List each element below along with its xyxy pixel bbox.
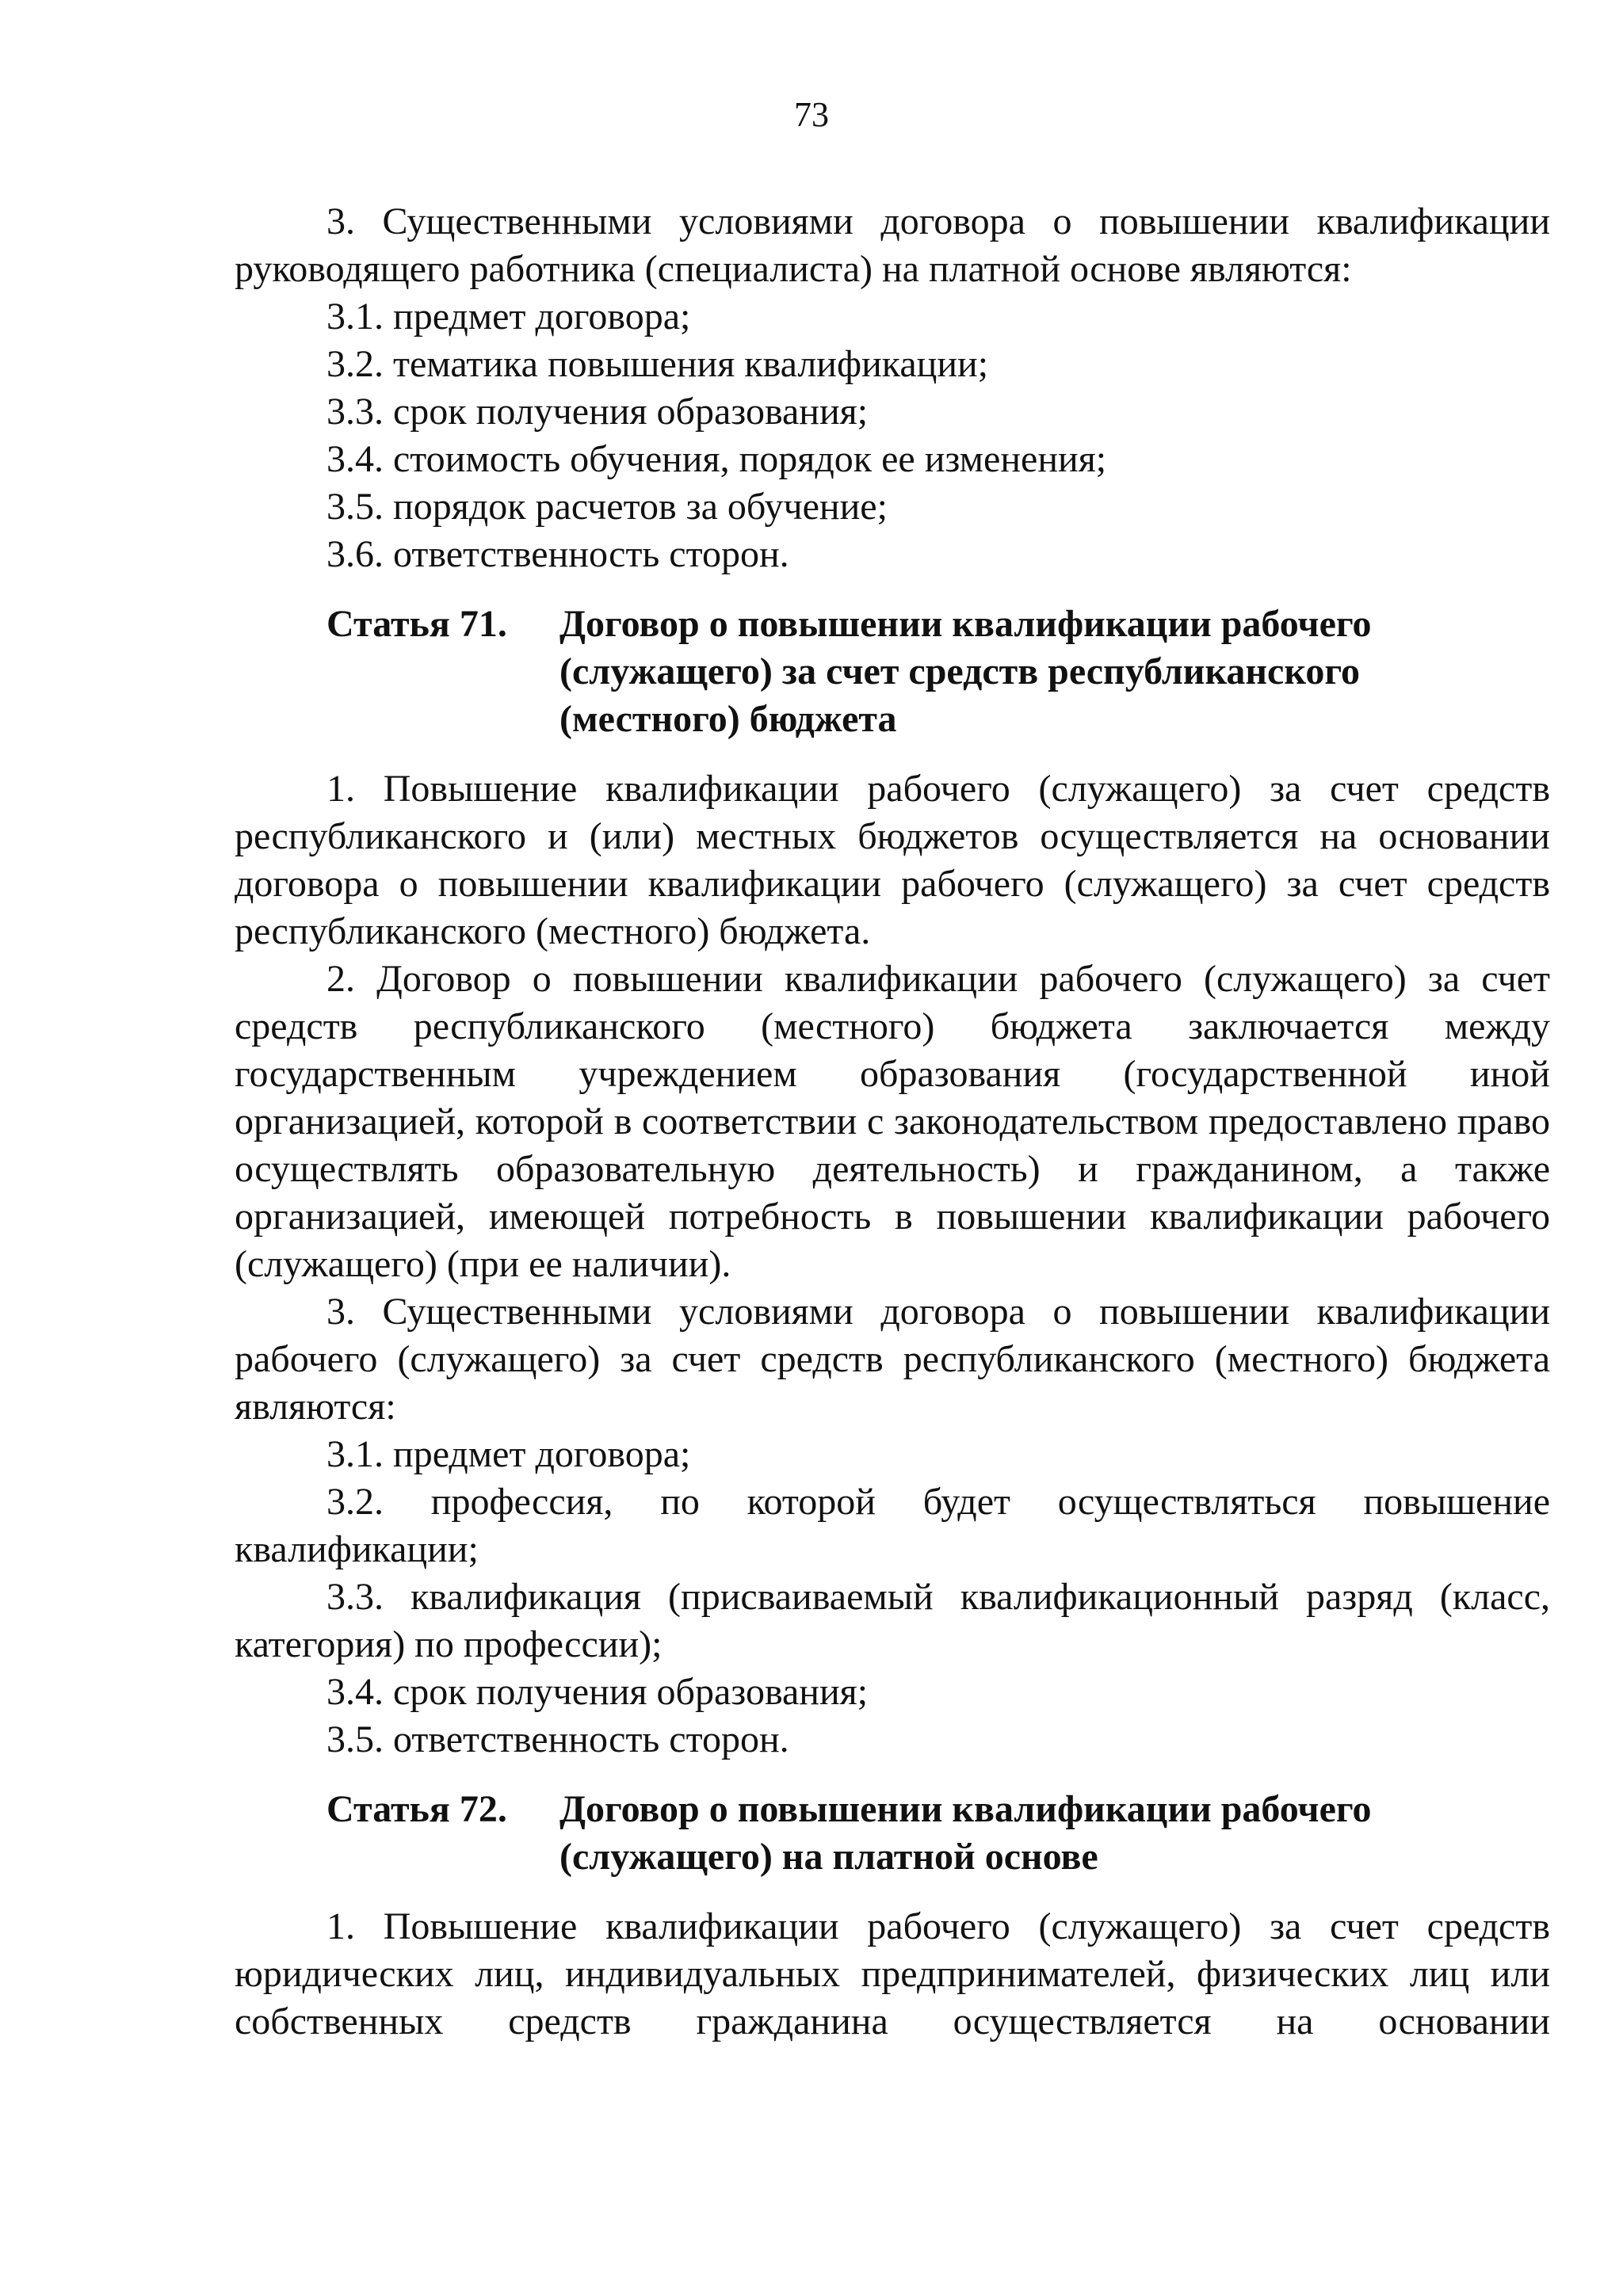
document-body [235, 198, 1550, 2046]
article-number: Статья 72. [327, 1788, 507, 1830]
list-item-3-1: 3.1. предмет договора; [327, 296, 691, 338]
list-item-3-2: 3.2. тематика повышения квалификации; [327, 343, 989, 385]
article-number: Статья 71. [327, 603, 507, 645]
paragraph-71-1: 1. Повышение квалификации рабочего (служащего) за счет средств республиканского и (или) местных бюджетов осуществляется на основании договора о повышении квалификации рабочего (служащего) за счет средств республиканского (местного) бюджета. [235, 768, 1550, 952]
list-item-3-6: 3.6. ответственность сторон. [327, 533, 789, 575]
list-item-71-3-2: 3.2. профессия, по которой будет осуществляться повышение квалификации; [235, 1481, 1550, 1570]
page-number: 73 [794, 95, 829, 134]
list-item-71-3-4: 3.4. срок получения образования; [327, 1671, 869, 1713]
list-item-71-3-1: 3.1. предмет договора; [327, 1433, 691, 1475]
article-72-heading [235, 1786, 1550, 1881]
list-item-3-4: 3.4. стоимость обучения, порядок ее изменения; [327, 438, 1107, 480]
list-item-71-3-3: 3.3. квалификация (присваиваемый квалификационный разряд (класс, категория) по профессии); [235, 1576, 1550, 1665]
paragraph-72-1: 1. Повышение квалификации рабочего (служащего) за счет средств юридических лиц, индивидуальных предпринимателей, физических лиц или собственных средств гражданина осуществляется на основании [235, 1905, 1550, 2042]
article-71-heading [235, 601, 1550, 743]
article-title: Договор о повышении квалификации рабочего (служащего) на платной основе [559, 1788, 1372, 1878]
paragraph-71-3: 3. Существенными условиями договора о повышении квалификации рабочего (служащего) за счет средств республиканского (местного) бюджета являются: [235, 1291, 1550, 1428]
paragraph-3-intro: 3. Существенными условиями договора о повышении квалификации руководящего работника (специалиста) на платной основе являются: [235, 200, 1550, 290]
list-item-71-3-5: 3.5. ответственность сторон. [327, 1718, 789, 1760]
list-item-3-3: 3.3. срок получения образования; [327, 391, 869, 433]
paragraph-71-2: 2. Договор о повышении квалификации рабочего (служащего) за счет средств республиканского (местного) бюджета заключается между государственным учреждением образования (государственной иной организацией, которой в соответствии с законодательством предоставлено право осуществлять образовательную деятельность) и гражданином, а также организацией, имеющей потребность в повышении квалификации рабочего (служащего) (при ее наличии). [235, 958, 1550, 1285]
list-item-3-5: 3.5. порядок расчетов за обучение; [327, 486, 888, 528]
article-title: Договор о повышении квалификации рабочего (служащего) за счет средств республиканского (местного) бюджета [559, 603, 1372, 740]
